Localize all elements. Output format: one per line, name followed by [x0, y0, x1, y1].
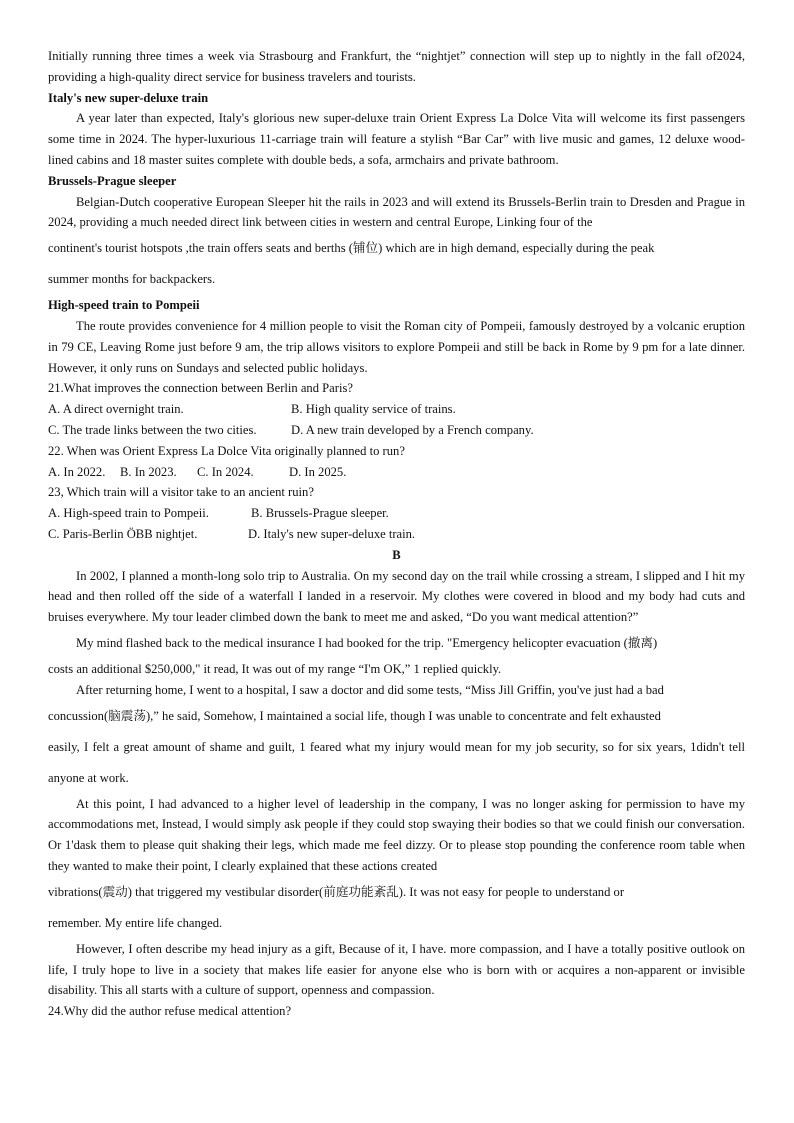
question-23-options-row2: [48, 524, 745, 545]
heading-pompeii: High-speed train to Pompeii: [48, 298, 200, 313]
heading-brussels: Brussels-Prague sleeper: [48, 173, 177, 188]
paragraph-b1: In 2002, I planned a month-long solo trip to Australia. On my second day on the trail while crossing a stream, I slipped and I hit my head and then rolled off the side of a waterfall I landed in a reservoir. My clothes were covered in blood and my body had cuts and bruises everywhere. My tour leader climbed down the bank to meet me and asked, “Do you want medical attention?”: [48, 568, 745, 625]
option-22-b: B. In 2023.: [120, 464, 177, 479]
paragraph-b2-line1: My mind flashed back to the medical insurance I had booked for the trip. "Emergency helicopter evacuation (撤离): [76, 635, 658, 650]
option-23-a: A. High-speed train to Pompeii.: [48, 506, 209, 521]
paragraph-b4-line1: At this point, I had advanced to a higher level of leadership in the company, I was no longer asking for permission to have my accommodations met, Instead, I would simply ask people if they could stop swaying their bodies so that we could finish our conversation. Or 1'dask them to please quit shaking their legs, which made me feel dizzy. Or to please stop pounding the conference room table when they wanted to make their point, I clearly explained that these actions created: [48, 796, 745, 873]
paragraph-brussels-line1: Belgian-Dutch cooperative European Sleeper hit the rails in 2023 and will extend its Brussels-Berlin train to Dresden and Prague in 2024, providing a much needed direct link between cities in western and central Europe, Linking four of the: [48, 194, 745, 230]
option-21-c: C. The trade links between the two cities.: [48, 422, 257, 437]
question-21-options-row2: [48, 420, 745, 441]
option-22-a: A. In 2022.: [48, 464, 106, 479]
paragraph-brussels-line3: summer months for backpackers.: [48, 272, 216, 287]
section-b-title: B: [392, 547, 401, 562]
question-22-options: [48, 462, 745, 483]
paragraph-b3-line2: concussion(脑震荡),” he said, Somehow, I maintained a social life, though I was unable to concentrate and felt exhausted: [48, 708, 661, 723]
paragraph-b4-line3: remember. My entire life changed.: [48, 915, 223, 930]
option-22-c: C. In 2024.: [197, 464, 254, 479]
option-23-b: B. Brussels-Prague sleeper.: [251, 506, 389, 521]
question-23-options-row1: [48, 503, 745, 524]
paragraph-b4-line2: vibrations(震动) that triggered my vestibular disorder(前庭功能紊乱). It was not easy for people to understand or: [48, 884, 625, 899]
heading-italy: Italy's new super-deluxe train: [48, 90, 209, 105]
question-21: 21.What improves the connection between Berlin and Paris?: [48, 381, 353, 396]
paragraph-italy: A year later than expected, Italy's glorious new super-deluxe train Orient Express La Dolce Vita will welcome its first passengers some time in 2024. The hyper-luxurious 11-carriage train will feature a stylish “Bar Car” with live music and games, 12 deluxe wood-lined cabins and 18 master suites complete with double beds, a sofa, armchairs and private bathroom.: [48, 111, 745, 167]
question-22: 22. When was Orient Express La Dolce Vita originally planned to run?: [48, 443, 405, 458]
paragraph-b5: However, I often describe my head injury as a gift, Because of it, I have. more compassion, and I have a totally positive outlook on life, I truly hope to live in a society that makes life easier for anyone else who is born with or acquires a non-apparent or invisible disability. This all starts with a culture of support, openness and compassion.: [48, 941, 745, 998]
question-23: 23, Which train will a visitor take to an ancient ruin?: [48, 485, 314, 500]
option-21-d: D. A new train developed by a French company.: [291, 422, 534, 437]
document-page: [48, 46, 745, 1022]
paragraph-b3-line1: After returning home, I went to a hospital, I saw a doctor and did some tests, “Miss Jill Griffin, you've just had a bad: [76, 682, 664, 697]
paragraph-intro: Initially running three times a week via Strasbourg and Frankfurt, the “nightjet” connection will step up to nightly in the fall of2024, providing a high-quality direct service for business travelers and tourists.: [48, 49, 745, 84]
option-23-c: C. Paris-Berlin ÖBB nightjet.: [48, 526, 198, 541]
option-21-b: B. High quality service of trains.: [291, 402, 456, 417]
paragraph-pompeii: The route provides convenience for 4 million people to visit the Roman city of Pompeii, famously destroyed by a volcanic eruption in 79 CE, Leaving Rome just before 9 am, the trip allows visitors to explore Pompeii and still be back in Rome by 9 pm for a late dinner. However, it only runs on Sundays and selected public holidays.: [48, 318, 745, 375]
paragraph-brussels-line2: continent's tourist hotspots ,the train offers seats and berths (铺位) which are in high demand, especially during the peak: [48, 241, 655, 256]
option-23-d: D. Italy's new super-deluxe train.: [248, 526, 416, 541]
question-21-options-row1: [48, 399, 745, 420]
question-24: 24.Why did the author refuse medical attention?: [48, 1004, 292, 1019]
paragraph-b3-line3: easily, I felt a great amount of shame and guilt, 1 feared what my injury would mean for my job security, so for six years, 1didn't tell anyone at work.: [48, 739, 745, 785]
paragraph-b2-line2: costs an additional $250,000," it read, It was out of my range “I'm OK,” 1 replied quickly.: [48, 661, 502, 676]
option-21-a: A. A direct overnight train.: [48, 402, 184, 417]
option-22-d: D. In 2025.: [289, 464, 347, 479]
